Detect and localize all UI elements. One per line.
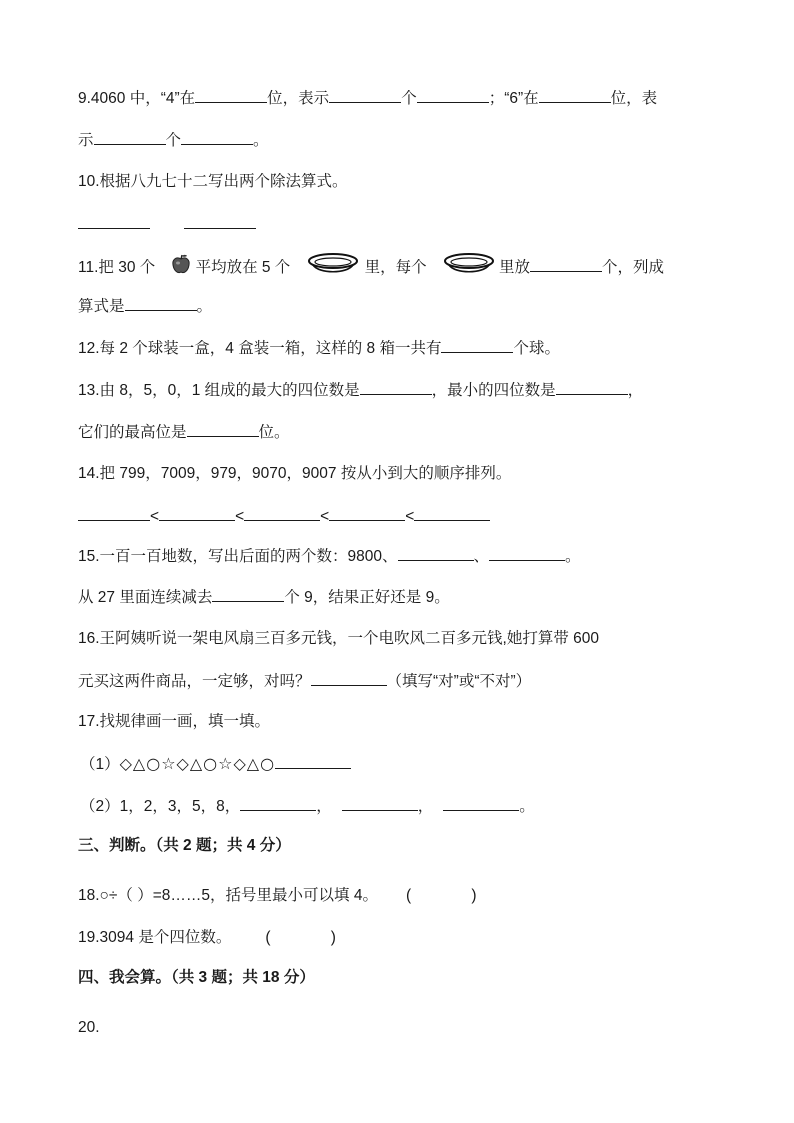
q10-line bbox=[78, 170, 348, 194]
q15-blank-1[interactable] bbox=[398, 544, 474, 561]
q14-blank-2[interactable] bbox=[159, 504, 235, 521]
q16-text-c: （填写“对”或“不对”） bbox=[386, 673, 532, 690]
q9-text-c: 个 bbox=[401, 90, 417, 107]
q13-text-d: 它们的最高位是 bbox=[78, 424, 187, 441]
q18-answer-paren[interactable]: ( ) bbox=[405, 887, 477, 904]
q16-line2 bbox=[78, 669, 531, 694]
q9-blank-1[interactable] bbox=[195, 86, 267, 103]
q13-text-c: ， bbox=[627, 382, 644, 399]
q12-text-b: 个球。 bbox=[513, 340, 560, 357]
q14-blank-1[interactable] bbox=[78, 504, 150, 521]
q17-part2 bbox=[80, 794, 535, 819]
less-than-sign: < bbox=[405, 508, 415, 525]
q12-blank[interactable] bbox=[441, 336, 513, 353]
q13-text-b: ，最小的四位数是 bbox=[431, 382, 556, 399]
q15b-text-a: 从 27 里面连续减去 bbox=[78, 589, 213, 606]
q13-blank-2[interactable] bbox=[556, 378, 628, 395]
q10-blank-2[interactable] bbox=[184, 212, 256, 229]
apple-icon bbox=[170, 253, 192, 283]
q11-text-f: 算式是 bbox=[78, 298, 125, 315]
comma: ， bbox=[417, 798, 434, 815]
q17-blank-3[interactable] bbox=[342, 794, 418, 811]
q9-blank-4[interactable] bbox=[539, 86, 611, 103]
q14-answer-line bbox=[78, 504, 490, 529]
less-than-sign: < bbox=[235, 508, 245, 525]
plate-icon bbox=[307, 252, 359, 284]
q16-text-a: 16.王阿姨听说一架电风扇三百多元钱，一个电吹风二百多元钱,她打算带 600 bbox=[78, 630, 600, 647]
comma: ， bbox=[316, 798, 332, 815]
q17-part1-label: （1） bbox=[80, 756, 120, 773]
q19-text: 19.3094 是个四位数。 bbox=[78, 929, 232, 946]
q17-part1 bbox=[80, 752, 351, 777]
q9-text-d: ；“6”在 bbox=[488, 90, 539, 107]
section-4-title: 四、我会算。（共 3 题；共 18 分） bbox=[78, 969, 315, 986]
q15-text-a: 15.一百一百地数，写出后面的两个数：9800、 bbox=[78, 548, 398, 565]
q17-blank-1[interactable] bbox=[275, 752, 351, 769]
q9-blank-5[interactable] bbox=[94, 128, 166, 145]
q15-line bbox=[78, 544, 581, 569]
section-4-heading bbox=[78, 966, 315, 990]
q19-answer-paren[interactable]: ( ) bbox=[265, 929, 336, 946]
q17-blank-2[interactable] bbox=[240, 794, 316, 811]
q13-text-a: 13.由 8，5，0，1 组成的最大的四位数是 bbox=[78, 382, 360, 399]
q14-line bbox=[78, 462, 511, 486]
q10-answer-line bbox=[78, 212, 256, 237]
q13-line1 bbox=[78, 378, 643, 403]
q11-blank-1[interactable] bbox=[530, 255, 602, 272]
q9-text-a: 9.4060 中，“4”在 bbox=[78, 90, 196, 107]
q14-blank-4[interactable] bbox=[329, 504, 405, 521]
q9-text-e: 位，表 bbox=[610, 90, 658, 107]
q11-blank-2[interactable] bbox=[125, 294, 197, 311]
q15-text-b: 、 bbox=[473, 548, 490, 565]
q19-line bbox=[78, 926, 336, 950]
q11-text-d: 里放 bbox=[498, 259, 530, 277]
q15b-line bbox=[78, 585, 450, 610]
q14-blank-3[interactable] bbox=[244, 504, 320, 521]
q9-blank-2[interactable] bbox=[329, 86, 401, 103]
q9-text-g: 个 bbox=[165, 132, 182, 149]
less-than-sign: < bbox=[320, 508, 330, 525]
q9-line1 bbox=[78, 86, 657, 111]
q14-blank-5[interactable] bbox=[414, 504, 490, 521]
q11-text-a: 11.把 30 个 bbox=[78, 259, 156, 277]
q17-line bbox=[78, 710, 270, 734]
q9-text-f: 示 bbox=[78, 132, 94, 149]
q11-line2 bbox=[78, 294, 212, 319]
q17-text: 17.找规律画一画，填一填。 bbox=[78, 713, 271, 730]
section-3-heading bbox=[78, 834, 291, 858]
q10-blank-1[interactable] bbox=[78, 212, 150, 229]
q9-text-b: 位，表示 bbox=[267, 90, 330, 107]
q11-line1 bbox=[78, 252, 664, 284]
q10-text: 10.根据八九七十二写出两个除法算式。 bbox=[78, 173, 348, 190]
q18-line bbox=[78, 884, 477, 908]
q15b-blank[interactable] bbox=[212, 585, 284, 602]
period: 。 bbox=[519, 798, 535, 815]
section-3-title: 三、判断。（共 2 题；共 4 分） bbox=[78, 837, 291, 854]
q12-line bbox=[78, 336, 560, 361]
q15-text-c: 。 bbox=[565, 548, 581, 565]
q11-text-g: 。 bbox=[196, 298, 213, 315]
q9-blank-3[interactable] bbox=[417, 86, 489, 103]
q13-blank-3[interactable] bbox=[187, 420, 259, 437]
q20-line bbox=[78, 1016, 100, 1040]
q13-text-e: 位。 bbox=[258, 424, 290, 441]
q9-text-h: 。 bbox=[253, 132, 269, 149]
q16-blank[interactable] bbox=[311, 669, 387, 686]
q11-text-c: 里，每个 bbox=[364, 259, 427, 277]
q11-text-e: 个，列成 bbox=[601, 259, 664, 277]
q11-text-b: 平均放在 5 个 bbox=[195, 259, 291, 277]
plate-icon bbox=[443, 252, 495, 284]
q17-blank-4[interactable] bbox=[443, 794, 519, 811]
q9-line2 bbox=[78, 128, 269, 153]
q20-text: 20. bbox=[78, 1019, 100, 1036]
q13-line2 bbox=[78, 420, 290, 445]
q17-part2-label: （2）1，2，3，5，8， bbox=[80, 798, 241, 815]
q16-text-b: 元买这两件商品，一定够，对吗？ bbox=[78, 673, 311, 690]
q9-blank-6[interactable] bbox=[181, 128, 253, 145]
q13-blank-1[interactable] bbox=[360, 378, 432, 395]
q16-line1 bbox=[78, 627, 599, 651]
q15-blank-2[interactable] bbox=[489, 544, 565, 561]
q18-text: 18.○÷（ ）=8……5，括号里最小可以填 4。 bbox=[78, 887, 378, 904]
q12-text-a: 12.每 2 个球装一盒，4 盒装一箱，这样的 8 箱一共有 bbox=[78, 340, 442, 357]
q15b-text-b: 个 9，结果正好还是 9。 bbox=[284, 589, 450, 606]
less-than-sign: < bbox=[150, 508, 160, 525]
q14-text: 14.把 799，7009，979，9070，9007 按从小到大的顺序排列。 bbox=[78, 465, 512, 482]
shape-sequence: ◇△○☆◇△○☆◇△○ bbox=[119, 754, 276, 773]
